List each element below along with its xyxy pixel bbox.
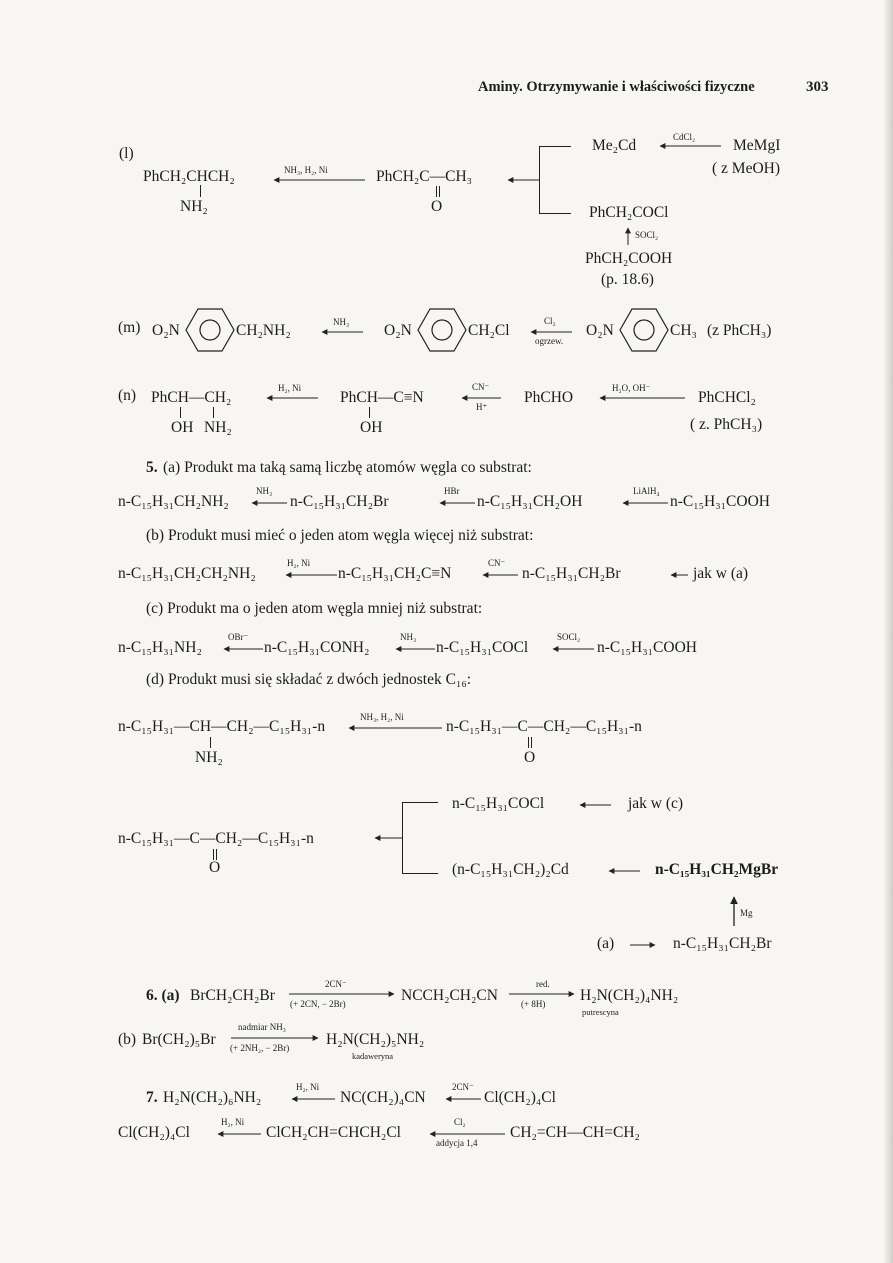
page-edge-shadow xyxy=(883,0,893,1263)
s5-number: 5. xyxy=(146,459,158,476)
s5-grignard: n-C₁₅H₃₁CH₂MgBr xyxy=(655,861,779,878)
bracket xyxy=(539,213,571,214)
n-p1-oh: OH xyxy=(171,419,194,436)
s5-c-r2: NH₃ xyxy=(400,632,417,642)
arrow-left xyxy=(263,394,319,402)
n-p1: PhCH—CH₂ xyxy=(151,389,232,406)
s6-a-r2-top: red. xyxy=(536,979,550,989)
benzene-ring-icon xyxy=(185,307,235,353)
s5-d-r1: NH₃, H₂, Ni xyxy=(360,712,404,722)
arrow-left xyxy=(371,834,403,842)
l-top-source: MeMgI xyxy=(733,137,781,154)
arrow-left xyxy=(345,724,443,732)
n-p4-note: ( z. PhCH₃) xyxy=(690,416,763,433)
l-top-source-note: ( z MeOH) xyxy=(712,160,781,177)
benzene-ring-icon xyxy=(417,307,467,353)
n-reagent-3: H₂O, OH⁻ xyxy=(612,383,651,393)
s5-c2: n-C₁₅H₃₁CONH₂ xyxy=(264,639,370,656)
arrow-left xyxy=(656,142,722,150)
arrow-left xyxy=(220,645,264,653)
s7-r2: 2CN⁻ xyxy=(452,1082,474,1092)
running-header: Aminy. Otrzymywanie i właściwości fizyczne xyxy=(478,79,755,95)
s5-c-text: (c) Produkt ma o jeden atom węgla mniej niż substrat: xyxy=(146,600,483,617)
s6-b-label: (b) xyxy=(118,1031,137,1048)
n-p4: PhCHCl₂ xyxy=(698,389,756,406)
bond xyxy=(213,407,214,418)
s5-a3: n-C₁₅H₃₁CH₂OH xyxy=(477,493,583,510)
s7-r3: H₂, Ni xyxy=(221,1117,245,1127)
bond xyxy=(436,186,437,197)
arrow-left xyxy=(576,801,612,809)
s5-d1: n-C₁₅H₃₁—CH—CH₂—C₁₅H₃₁-n xyxy=(118,718,326,735)
s5-top: n-C₁₅H₃₁COCl xyxy=(452,795,545,812)
s6-a1: BrCH₂CH₂Br xyxy=(190,987,275,1004)
s6-a-r1-bottom: (+ 2CN, − 2Br) xyxy=(290,999,346,1009)
l-bottom: PhCH₂COCl xyxy=(589,204,669,221)
s5-d2-o: O xyxy=(524,749,536,766)
s6-b2-name: kadaweryna xyxy=(352,1051,394,1061)
s6-a-r1-top: 2CN⁻ xyxy=(325,979,347,989)
bond xyxy=(369,407,370,418)
n-p1-nh2: NH₂ xyxy=(204,419,232,436)
bond xyxy=(528,737,529,748)
m-o2n-3: O₂N xyxy=(586,322,614,339)
l-ketone-o: O xyxy=(431,198,443,215)
s6-a-label: 6. (a) xyxy=(146,987,180,1004)
arrow-up xyxy=(730,893,738,927)
s7-p2: NC(CH₂)₄CN xyxy=(340,1089,426,1106)
s5-c-r1: OBr⁻ xyxy=(228,632,249,642)
arrow-left xyxy=(605,867,641,875)
arrow-left xyxy=(549,645,595,653)
label-n: (n) xyxy=(118,387,137,404)
s5-d-text: (d) Produkt musi się składać z dwóch jednostek C₁₆: xyxy=(146,671,472,688)
s5-d2: n-C₁₅H₃₁—C—CH₂—C₁₅H₃₁-n xyxy=(446,718,642,735)
arrow-right xyxy=(508,990,578,998)
s6-a3: H₂N(CH₂)₄NH₂ xyxy=(580,987,679,1004)
s7-q1: Cl(CH₂)₄Cl xyxy=(118,1124,190,1141)
arrow-left xyxy=(479,571,519,579)
m-g1: CH₂NH₂ xyxy=(236,322,291,339)
label-m: (m) xyxy=(118,319,141,336)
s6-b-r1-bottom: (+ 2NH₂, − 2Br) xyxy=(230,1043,290,1053)
s5-bromide: n-C₁₅H₃₁CH₂Br xyxy=(673,935,772,952)
n-p3: PhCHO xyxy=(524,389,574,406)
bond xyxy=(439,186,440,197)
arrow-right xyxy=(288,990,398,998)
arrow-left xyxy=(248,499,288,507)
l-socl2: SOCl₂ xyxy=(635,230,659,240)
s7-label: 7. xyxy=(146,1089,158,1106)
s7-r4-bottom: addycja 1,4 xyxy=(436,1138,478,1148)
arrow-left xyxy=(392,645,436,653)
arrow-left xyxy=(667,571,689,579)
page-number: 303 xyxy=(806,79,829,95)
m-g2: CH₂Cl xyxy=(468,322,510,339)
s5-d3-o: O xyxy=(209,859,221,876)
s6-b-r1-top: nadmiar NH₃ xyxy=(238,1022,286,1032)
arrow-left xyxy=(282,571,338,579)
s5-d1-nh2: NH₂ xyxy=(195,749,223,766)
s5-c3: n-C₁₅H₃₁COCl xyxy=(436,639,529,656)
m-reagent-2-bottom: ogrzew. xyxy=(535,336,564,346)
s5-b-text: (b) Produkt musi mieć o jeden atom węgla więcej niż substrat: xyxy=(146,527,534,544)
arrow-left xyxy=(458,394,502,402)
arrow-left xyxy=(318,328,364,336)
s5-a-r2: HBr xyxy=(444,486,460,496)
s5-a2: n-C₁₅H₃₁CH₂Br xyxy=(290,493,389,510)
arrow-right xyxy=(230,1034,322,1042)
s7-p1: H₂N(CH₂)₆NH₂ xyxy=(163,1089,262,1106)
arrow-left xyxy=(504,176,540,184)
s5-a4: n-C₁₅H₃₁COOH xyxy=(670,493,770,510)
s5-a-label: (a) xyxy=(597,935,615,952)
s5-b-r1: H₂, Ni xyxy=(287,558,311,568)
l-ketone: PhCH₂C—CH₃ xyxy=(376,168,473,185)
bond xyxy=(531,737,532,748)
m-o2n-1: O₂N xyxy=(152,322,180,339)
bracket xyxy=(402,802,403,874)
bracket xyxy=(539,146,540,214)
l-product: PhCH₂CHCH₂ xyxy=(143,168,235,185)
n-p2-oh: OH xyxy=(360,419,383,436)
s5-a-r3: LiAlH₄ xyxy=(633,486,660,496)
bond xyxy=(180,407,181,418)
n-reagent-2-bottom: H⁺ xyxy=(476,402,488,412)
s5-b-r2: CN⁻ xyxy=(488,558,506,568)
l-top: Me₂Cd xyxy=(592,137,637,154)
label-l: (l) xyxy=(119,145,134,162)
l-ref: (p. 18.6) xyxy=(601,271,654,288)
arrow-left xyxy=(436,499,476,507)
n-p2: PhCH—C≡N xyxy=(340,389,424,406)
s5-a-r1: NH₃ xyxy=(256,486,273,496)
s5-top-note: jak w (c) xyxy=(628,795,684,812)
l-top-reagent: CdCl₂ xyxy=(673,132,696,142)
s5-b3: n-C₁₅H₃₁CH₂Br xyxy=(522,565,621,582)
m-note: (z PhCH₃) xyxy=(707,322,772,339)
arrow-left xyxy=(442,1095,482,1103)
s5-mg: Mg xyxy=(740,908,753,918)
arrow-left xyxy=(426,1130,506,1138)
m-o2n-2: O₂N xyxy=(384,322,412,339)
n-reagent-1: H₂, Ni xyxy=(278,383,302,393)
arrow-up xyxy=(624,224,632,246)
s5-a-text: (a) Produkt ma taką samą liczbę atomów węgla co substrat: xyxy=(163,459,532,476)
s7-q2: ClCH₂CH=CHCH₂Cl xyxy=(266,1124,401,1141)
s5-b1: n-C₁₅H₃₁CH₂CH₂NH₂ xyxy=(118,565,256,582)
bracket xyxy=(402,802,438,803)
m-g3: CH₃ xyxy=(670,322,697,339)
l-reagent-1: NH₃, H₂, Ni xyxy=(284,165,328,175)
bracket xyxy=(402,873,438,874)
arrow-left xyxy=(596,394,686,402)
s5-a1: n-C₁₅H₃₁CH₂NH₂ xyxy=(118,493,229,510)
s5-c4: n-C₁₅H₃₁COOH xyxy=(597,639,697,656)
l-acid: PhCH₂COOH xyxy=(585,250,673,267)
arrow-left xyxy=(214,1130,262,1138)
arrow-left xyxy=(619,499,669,507)
s5-c1: n-C₁₅H₃₁NH₂ xyxy=(118,639,202,656)
s7-r1: H₂, Ni xyxy=(296,1082,320,1092)
s6-a-r2-bottom: (+ 8H) xyxy=(521,999,546,1009)
s5-c-r3: SOCl₂ xyxy=(557,632,581,642)
m-reagent-1: NH₃ xyxy=(333,317,350,327)
s6-b2: H₂N(CH₂)₅NH₂ xyxy=(326,1031,425,1048)
s7-q3: CH₂=CH—CH=CH₂ xyxy=(510,1124,640,1141)
s5-b2: n-C₁₅H₃₁CH₂C≡N xyxy=(338,565,452,582)
arrow-left xyxy=(527,328,573,336)
bond xyxy=(210,737,211,748)
m-reagent-2-top: Cl₂ xyxy=(544,316,556,326)
n-reagent-2-top: CN⁻ xyxy=(472,382,490,392)
arrow-right xyxy=(629,941,659,949)
bracket xyxy=(539,146,571,147)
s6-b1: Br(CH₂)₅Br xyxy=(142,1031,216,1048)
s7-r4-top: Cl₂ xyxy=(454,1117,466,1127)
arrow-left xyxy=(270,176,366,184)
s7-p3: Cl(CH₂)₄Cl xyxy=(484,1089,556,1106)
l-product-nh2: NH₂ xyxy=(180,198,208,215)
s5-bottom: (n-C₁₅H₃₁CH₂)₂Cd xyxy=(452,861,569,878)
bond xyxy=(200,185,201,197)
s6-a2: NCCH₂CH₂CN xyxy=(401,987,498,1004)
s6-a3-name: putrescyna xyxy=(582,1007,619,1017)
benzene-ring-icon xyxy=(619,307,669,353)
s5-b-tail: jak w (a) xyxy=(693,565,749,582)
arrow-left xyxy=(288,1095,336,1103)
s5-d3: n-C₁₅H₃₁—C—CH₂—C₁₅H₃₁-n xyxy=(118,830,314,847)
